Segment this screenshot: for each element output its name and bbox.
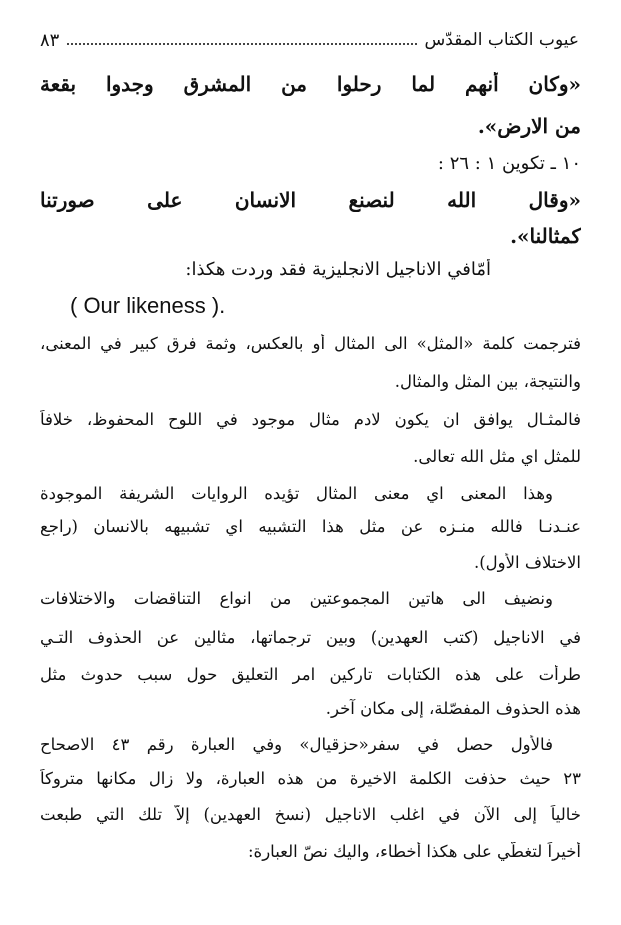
page-number: ٨٣ [40, 29, 60, 51]
text-line: «وكان أنهم لما رحلوا من المشرق وجدوا بقعة [40, 72, 581, 96]
text-line: فالمثـال يوافق ان يكون لادم مثال موجود في اللوح المحفوظ، خلافاً [40, 410, 581, 429]
text-line: هذه الحذوف المفصّلة، إلى مكان آخر. [325, 699, 581, 718]
text-line: خالياً إلى الآن في اغلب الاناجيل (نسخ العهدين) إلاّ تلك التي طبعت [40, 805, 581, 824]
text-line: «وقال الله لنصنع الانسان على صورتنا [40, 188, 581, 212]
text-line: أمّافي الاناجيل الانجليزية فقد وردت هكذا: [185, 259, 491, 280]
text-line: طرأت على هذه الكتابات تاركين امر التعليق حول سبب حدوث مثل [40, 665, 581, 684]
leader-dots [67, 43, 416, 45]
text-line: للمثل اي مثل الله تعالى. [413, 447, 581, 466]
english-quote: ( Our likeness ). [70, 293, 226, 318]
text-line: فالأول حصل في سفر«حزقيال» وفي العبارة رقم ٤٣ الاصحاح [40, 735, 553, 754]
text-line: كمثالنا». [510, 224, 581, 248]
book-title: عيوب الكتاب المقدّس [424, 30, 579, 50]
text-line: ١٠ ـ تكوين ١ : ٢٦ : [437, 153, 581, 174]
text-line: عنـدنـا فالله منـزه عن مثل هذا التشبيه اي تشبيهه بالانسان (راجع [40, 517, 581, 536]
text-line: ونضيف الى هاتين المجموعتين من انواع التناقضات والاختلافات [40, 589, 553, 608]
text-line: وهذا المعنى اي معنى المثال تؤيده الروايات الشريفة الموجودة [40, 484, 553, 503]
text-line: من الارض». [477, 114, 581, 138]
text-line: والنتيجة، بين المثل والمثال. [394, 372, 581, 391]
text-line: في الاناجيل (كتب العهدين) وبين ترجماتها، مثالين عن الحذوف التـي [40, 628, 581, 647]
running-header [40, 26, 579, 54]
text-line: ٢٣ حيث حذفت الكلمة الاخيرة من هذه العبارة، ولا زال مكانها متروكاً [40, 769, 581, 788]
text-line: أخيراً لتغطّي على هكذا أخطاء، واليك نصّ العبارة: [248, 842, 581, 861]
text-line: فترجمت كلمة «المثل» الى المثال أو بالعكس، وثمة فرق كبير في المعنى، [40, 334, 581, 353]
text-line: الاختلاف الأول). [473, 553, 581, 572]
